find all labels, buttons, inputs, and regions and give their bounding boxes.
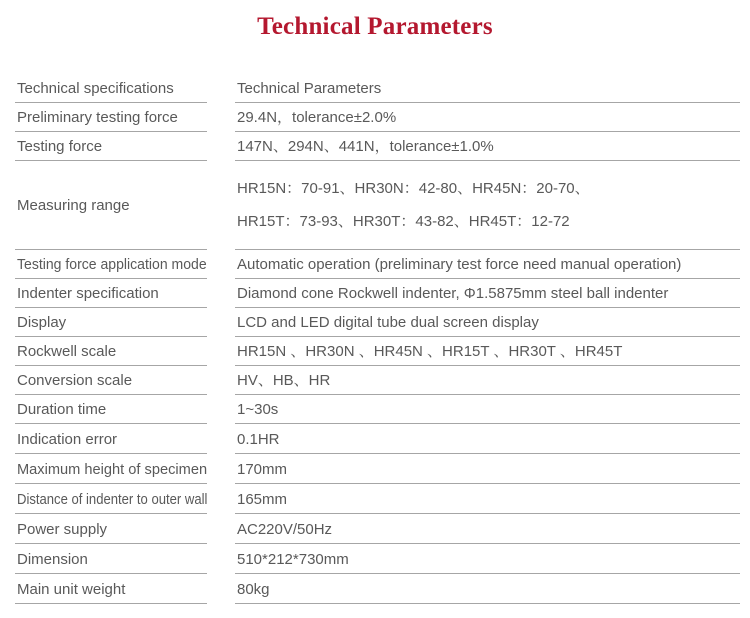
spec-value-cell	[235, 337, 740, 366]
spec-label-cell	[15, 514, 207, 544]
spec-label-cell	[15, 308, 207, 337]
spec-label: Measuring range	[17, 196, 130, 214]
spec-label-cell	[15, 132, 207, 161]
spec-value-cell	[235, 308, 740, 337]
spec-value: 510*212*730mm	[237, 551, 349, 568]
spec-value: 29.4N，tolerance±2.0%	[237, 109, 397, 126]
spec-value-cell	[235, 484, 740, 514]
spec-row	[0, 250, 750, 279]
spec-label-cell	[15, 337, 207, 366]
spec-value-cell	[235, 103, 740, 132]
spec-value-cell	[235, 74, 740, 103]
spec-label-cell	[15, 279, 207, 308]
spec-label: Maximum height of specimen	[17, 461, 208, 478]
spec-value: AC220V/50Hz	[237, 521, 333, 538]
spec-value-cell	[235, 514, 740, 544]
spec-value: Diamond cone Rockwell indenter, Φ1.5875mm steel ball indenter	[237, 285, 669, 302]
spec-value-cell	[235, 250, 740, 279]
spec-label-cell	[15, 395, 207, 424]
spec-label: Duration time	[17, 401, 107, 418]
spec-label: Indenter specification	[17, 285, 159, 302]
spec-row	[0, 279, 750, 308]
spec-value: 165mm	[237, 491, 288, 508]
spec-row	[0, 544, 750, 574]
spec-row	[0, 103, 750, 132]
spec-label-cell	[15, 103, 207, 132]
spec-value-line: HR15T：73-93、HR30T：43-82、HR45T：12-72	[237, 213, 570, 230]
spec-value: HV、HB、HR	[237, 372, 331, 389]
spec-row	[0, 395, 750, 424]
spec-label-cell	[15, 161, 207, 250]
spec-row	[0, 424, 750, 454]
spec-value-cell	[235, 454, 740, 484]
spec-table	[0, 74, 750, 604]
spec-value: HR15N 、HR30N 、HR45N 、HR15T 、HR30T 、HR45T	[237, 343, 623, 360]
page-title: Technical Parameters	[257, 13, 493, 40]
spec-value-cell	[235, 395, 740, 424]
spec-label-cell	[15, 484, 207, 514]
spec-label: Display	[17, 314, 67, 331]
spec-label-cell	[15, 544, 207, 574]
spec-label: Main unit weight	[17, 581, 126, 598]
spec-value-cell	[235, 132, 740, 161]
spec-label-cell	[15, 366, 207, 395]
spec-value: Technical Parameters	[237, 80, 382, 97]
spec-value	[237, 172, 590, 238]
spec-value-cell	[235, 574, 740, 604]
spec-label: Distance of indenter to outer wall	[17, 491, 208, 508]
spec-row	[0, 366, 750, 395]
spec-label: Testing force application mode	[17, 256, 207, 273]
spec-row	[0, 132, 750, 161]
spec-label: Rockwell scale	[17, 343, 117, 360]
spec-value: Automatic operation (preliminary test force need manual operation)	[237, 256, 682, 273]
spec-value: 0.1HR	[237, 431, 280, 448]
spec-row	[0, 308, 750, 337]
spec-value: 170mm	[237, 461, 288, 478]
spec-value-cell	[235, 424, 740, 454]
spec-value: 80kg	[237, 581, 270, 598]
spec-label-cell	[15, 250, 207, 279]
spec-label-cell	[15, 574, 207, 604]
spec-label: Power supply	[17, 521, 108, 538]
spec-label: Indication error	[17, 431, 118, 448]
spec-value: LCD and LED digital tube dual screen display	[237, 314, 539, 331]
spec-value-line: HR15N：70-91、HR30N：42-80、HR45N：20-70、	[237, 180, 590, 197]
spec-row	[0, 514, 750, 544]
spec-row	[0, 337, 750, 366]
spec-label: Conversion scale	[17, 372, 133, 389]
spec-row	[0, 161, 750, 250]
spec-label-cell	[15, 74, 207, 103]
spec-label-cell	[15, 454, 207, 484]
spec-row	[0, 484, 750, 514]
spec-value-cell	[235, 279, 740, 308]
spec-value: 147N、294N、441N，tolerance±1.0%	[237, 138, 494, 155]
spec-label: Testing force	[17, 138, 103, 155]
spec-label: Dimension	[17, 551, 88, 568]
spec-row	[0, 74, 750, 103]
spec-label-cell	[15, 424, 207, 454]
spec-row	[0, 454, 750, 484]
spec-label: Preliminary testing force	[17, 109, 178, 126]
spec-value-cell	[235, 544, 740, 574]
spec-value-cell	[235, 161, 740, 250]
spec-row	[0, 574, 750, 604]
spec-value: 1~30s	[237, 401, 279, 418]
spec-label: Technical specifications	[17, 80, 174, 97]
spec-value-cell	[235, 366, 740, 395]
